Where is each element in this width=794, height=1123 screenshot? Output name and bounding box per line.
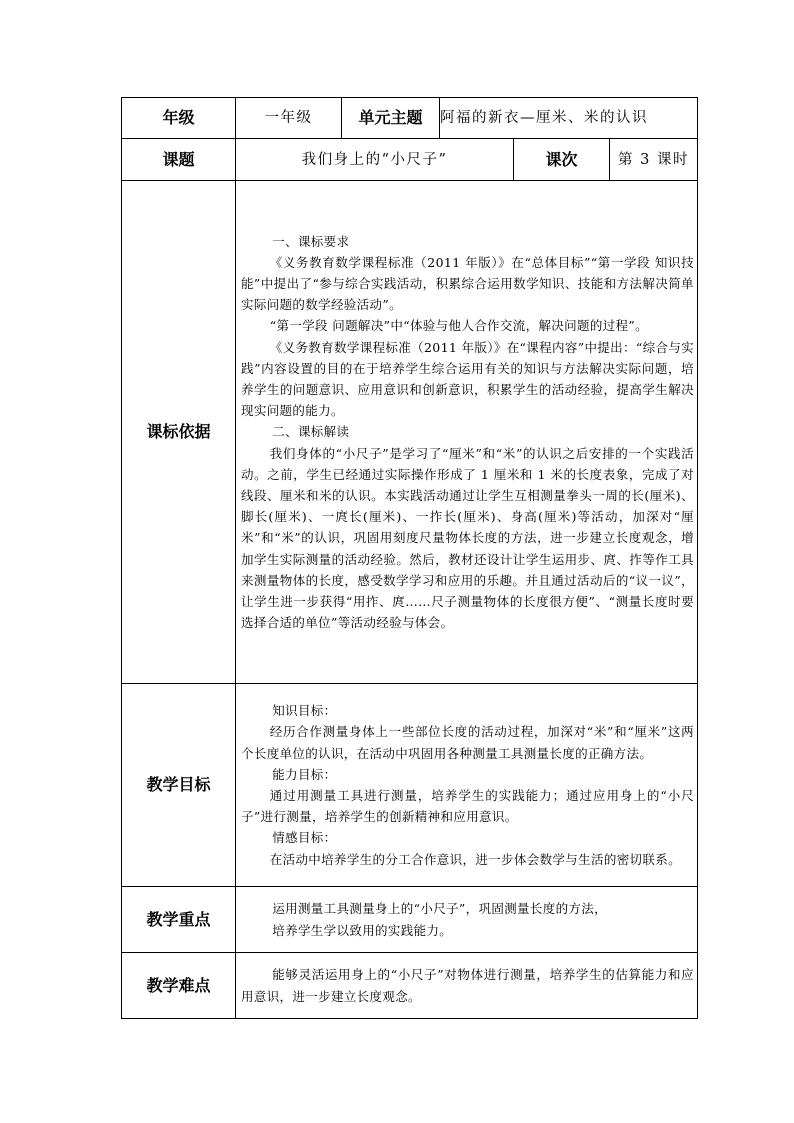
teaching-goals-content bbox=[236, 684, 698, 887]
grade-value: 一年级 bbox=[236, 98, 342, 139]
grade-label: 年级 bbox=[122, 98, 236, 139]
paragraph: “第一学段 问题解决”中“体验与他人合作交流，解决问题的过程”。 bbox=[269, 318, 648, 334]
goal-heading: 知识目标： bbox=[272, 703, 337, 719]
unit-value: 阿福的新衣—厘米、米的认识 bbox=[440, 98, 698, 139]
period-value: 第 3 课时 bbox=[610, 139, 698, 181]
curriculum-basis-row bbox=[122, 181, 698, 684]
goal-heading: 情感目标： bbox=[272, 830, 337, 846]
goal-paragraph: 通过用测量工具进行测量，培养学生的实践能力；通过应用身上的“小尺子”进行测量，培养学生的创新精神和应用意识。 bbox=[241, 788, 695, 825]
key-points-line: 运用测量工具测量身上的“小尺子”，巩固测量长度的方法， bbox=[272, 901, 607, 917]
difficulties-text: 能够灵活运用身上的“小尺子”对物体进行测量，培养学生的估算能力和应用意识，进一步建立长度观念。 bbox=[241, 967, 695, 1004]
curriculum-basis-label: 课标依据 bbox=[122, 181, 236, 684]
topic-value: 我们身上的“小尺子” bbox=[236, 139, 514, 181]
teaching-goals-label: 教学目标 bbox=[122, 684, 236, 887]
key-points-label: 教学重点 bbox=[122, 887, 236, 953]
goal-heading: 能力目标： bbox=[272, 766, 337, 782]
lesson-plan-table bbox=[121, 97, 698, 1019]
section-heading: 二、课标解读 bbox=[272, 424, 350, 440]
period-label: 课次 bbox=[514, 139, 610, 181]
unit-label: 单元主题 bbox=[342, 98, 440, 139]
curriculum-basis-content bbox=[236, 181, 698, 684]
key-points-line: 培养学生学以致用的实践能力。 bbox=[272, 922, 453, 938]
key-points-content bbox=[236, 887, 698, 953]
lesson-row bbox=[122, 139, 698, 181]
paragraph: 我们身体的“小尺子”是学习了“厘米”和“米”的认识之后安排的一个实践活动。之前，学生已经通过实际操作形成了 1 厘米和 1 米的长度表象，完成了对线段、厘米和米的认识。本实践活动通过让学生互相测量拳头一周的长(厘米)、脚长(厘米)、一庹长(厘米)、一拃长(厘米)、身高(厘米)等活动，加深对“厘米”和“米”的认识，巩固用刻度尺量物体长度的方法，进一步建立长度观念，增加学生实际测量的活动经验。然后，教材还设计让学生运用步、庹、拃等作工具来测量物体的长度，感受数学学习和应用的乐趣。并且通过活动后的“议一议”，让学生进一步获得“用拃、庹……尺子测量物体的长度很方便”、“测量长度时要选择合适的单位”等活动经验与体会。 bbox=[241, 445, 695, 631]
paragraph: 《义务教育数学课程标准（2011 年版）》在“总体目标”“第一学段 知识技能”中提出了“参与综合实践活动，积累综合运用数学知识、技能和方法解决简单实际问题的数学经验活动”。 bbox=[241, 254, 695, 313]
paragraph: 《义务教育数学课程标准（2011 年版）》在“课程内容”中提出：“综合与实践”内容设置的目的在于培养学生综合运用有关的知识与方法解决实际问题，培养学生的问题意识、应用意识和创新意识，积累学生的活动经验，提高学生解决现实问题的能力。 bbox=[241, 339, 695, 419]
grade-row bbox=[122, 98, 698, 139]
goal-paragraph: 在活动中培养学生的分工合作意识，进一步体会数学与生活的密切联系。 bbox=[269, 851, 681, 867]
topic-label: 课题 bbox=[122, 139, 236, 181]
teaching-goals-row bbox=[122, 684, 698, 887]
key-points-row bbox=[122, 887, 698, 953]
difficulties-label: 教学难点 bbox=[122, 953, 236, 1019]
difficulties-row bbox=[122, 953, 698, 1019]
section-heading: 一、课标要求 bbox=[272, 233, 350, 249]
goal-paragraph: 经历合作测量身体上一些部位长度的活动过程，加深对“米”和“厘米”这两个长度单位的认识，在活动中巩固用各种测量工具测量长度的正确方法。 bbox=[241, 724, 695, 761]
difficulties-content bbox=[236, 953, 698, 1019]
